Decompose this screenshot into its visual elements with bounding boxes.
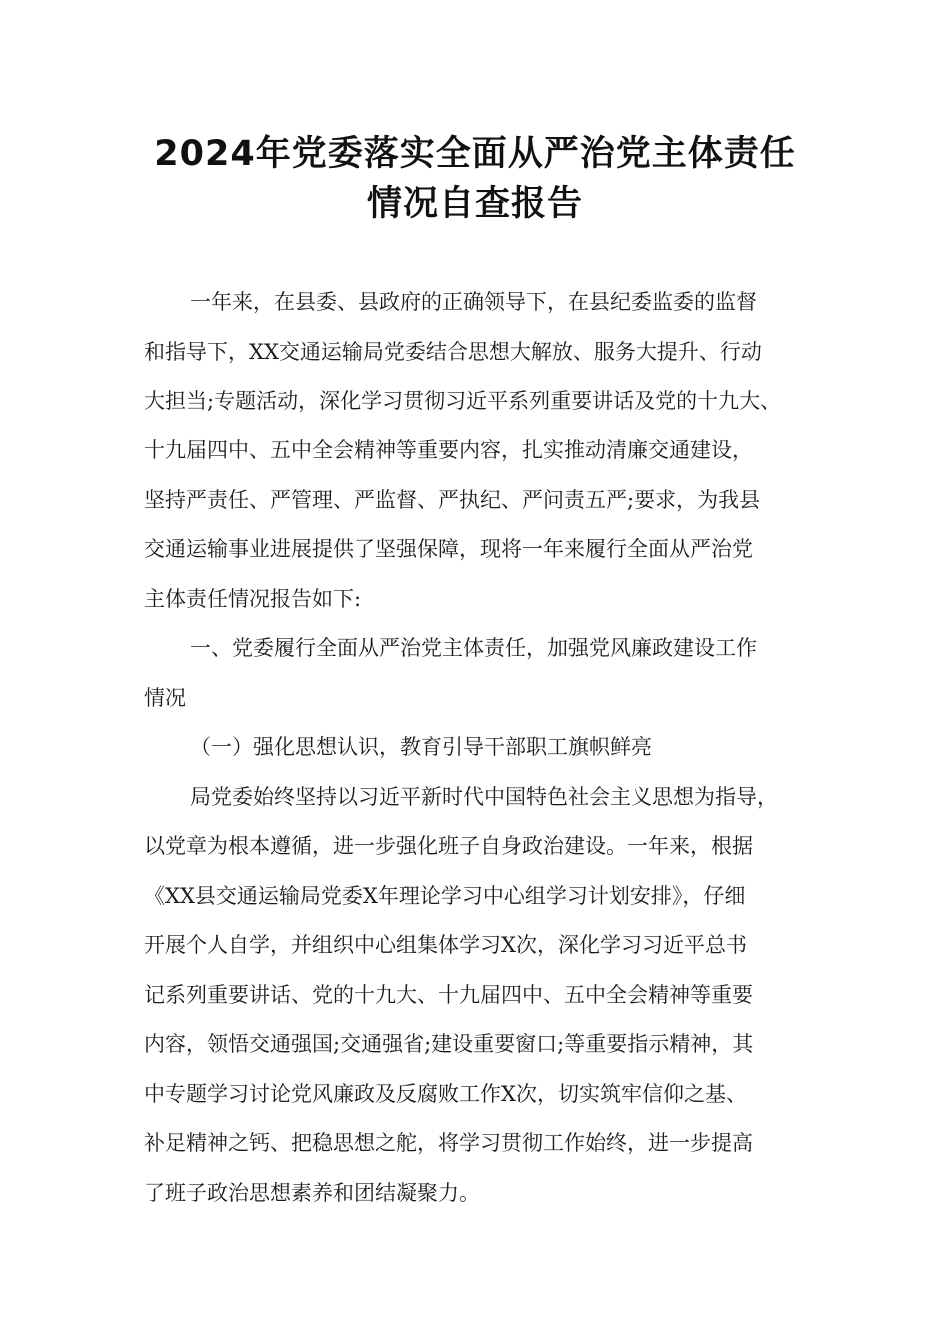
body-line: 《XX县交通运输局党委X年理论学习中心组学习计划安排》，仔细	[144, 884, 746, 908]
body-line: 交通运输事业进展提供了坚强保障，现将一年来履行全面从严治党	[144, 537, 753, 561]
body-line: 中专题学习讨论党风廉政及反腐败工作X次，切实筑牢信仰之基、	[144, 1082, 747, 1106]
document-title-line-1: 2024年党委落实全面从严治党主体责任	[154, 134, 796, 174]
body-line: 以党章为根本遵循，进一步强化班子自身政治建设。一年来，根据	[144, 834, 753, 858]
body-line: 主体责任情况报告如下:	[144, 587, 362, 611]
section-heading-1: 一、党委履行全面从严治党主体责任，加强党风廉政建设工作	[190, 636, 757, 660]
body-line: 一年来，在县委、县政府的正确领导下，在县纪委监委的监督	[190, 290, 757, 314]
subsection-heading-1: （一）强化思想认识，教育引导干部职工旗帜鲜亮	[190, 735, 652, 759]
body-line: 十九届四中、五中全会精神等重要内容，扎实推动清廉交通建设，	[144, 438, 753, 462]
body-line: 坚持严责任、严管理、严监督、严执纪、严问责五严;要求，为我县	[144, 488, 761, 512]
body-line: 补足精神之钙、把稳思想之舵，将学习贯彻工作始终，进一步提高	[144, 1131, 753, 1155]
body-line: 了班子政治思想素养和团结凝聚力。	[144, 1181, 480, 1205]
body-line: 和指导下，XX交通运输局党委结合思想大解放、服务大提升、行动	[144, 340, 762, 364]
document-title-line-2: 情况自查报告	[366, 184, 583, 224]
body-line: 开展个人自学，并组织中心组集体学习X次，深化学习习近平总书	[144, 933, 747, 957]
body-line: 大担当;专题活动，深化学习贯彻习近平系列重要讲话及党的十九大、	[144, 389, 782, 413]
body-line: 局党委始终坚持以习近平新时代中国特色社会主义思想为指导，	[190, 785, 778, 809]
body-line: 内容，领悟交通强国;交通强省;建设重要窗口;等重要指示精神，其	[144, 1032, 754, 1056]
section-heading-1-cont: 情况	[144, 686, 186, 710]
body-line: 记系列重要讲话、党的十九大、十九届四中、五中全会精神等重要	[144, 983, 753, 1007]
